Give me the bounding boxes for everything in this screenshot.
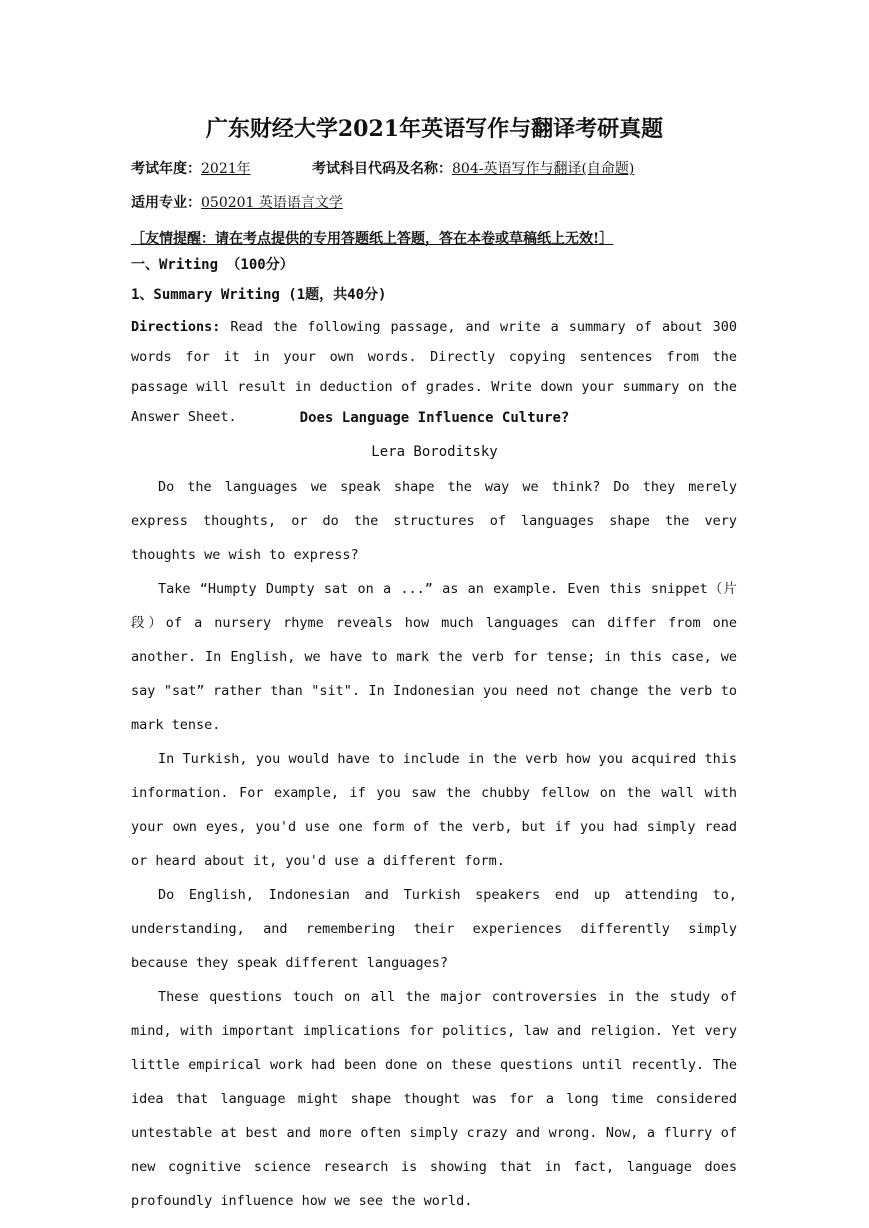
major-row (131, 192, 343, 212)
passage-paragraph: In Turkish, you would have to include in the verb how you acquired this information. For example, if you saw the chubby fellow on the wall with your own eyes, you'd use one form of the verb, but if you had simply read or heard about it, you'd use a different form. (131, 751, 737, 869)
section-heading-writing: 一、Writing （100分） (131, 257, 294, 273)
major-value: 050201 英语语言文学 (201, 195, 343, 211)
year-label: 考试年度： (131, 161, 201, 177)
subject-code-value: 804-英语写作与翻译(自命题) (452, 161, 635, 177)
page-title: 广东财经大学2021年英语写作与翻译考研真题 (205, 116, 664, 142)
exam-info-row (131, 158, 635, 178)
subject-code-field (312, 158, 634, 178)
section-heading-summary: 1、Summary Writing (1题，共40分) (131, 287, 387, 303)
passage-body (131, 470, 737, 1218)
passage-paragraph: Do English, Indonesian and Turkish speakers end up attending to, understanding, and remembering their experiences differently simply because they speak different languages? (131, 887, 737, 971)
passage-author: Lera Boroditsky (371, 444, 498, 460)
passage-paragraph: Do the languages we speak shape the way we think? Do they merely express thoughts, or do the structures of languages shape the very thoughts we wish to express? (131, 479, 737, 563)
passage-paragraph: Take “Humpty Dumpty sat on a ...” as an example. Even this snippet（片段）of a nursery rhyme reveals how much languages can differ from one another. In English, we have to mark the verb for tense; in this case, we say "sat” rather than "sit". In Indonesian you need not change the verb to mark tense. (131, 581, 737, 733)
year-value: 2021年 (201, 161, 251, 177)
exam-notice: ［友情提醒：请在考点提供的专用答题纸上答题，答在本卷或草稿纸上无效!］ (131, 231, 614, 247)
subject-code-label: 考试科目代码及名称： (312, 161, 452, 177)
passage-title: Does Language Influence Culture? (299, 410, 570, 426)
passage-paragraph: These questions touch on all the major controversies in the study of mind, with important implications for politics, law and religion. Yet very little empirical work had been done on these questions until recently. The idea that language might shape thought was for a long time considered untestable at best and more often simply crazy and wrong. Now, a flurry of new cognitive science research is showing that in fact, language does profoundly influence how we see the world. (131, 989, 737, 1209)
directions-text: Read the following passage, and write a summary of about 300 words for it in your own words. Directly copying sentences from the passage will result in deduction of grades. Write down your summary on the Answer Sheet. (131, 319, 737, 425)
directions-label: Directions: (131, 319, 221, 335)
major-label: 适用专业： (131, 195, 201, 211)
